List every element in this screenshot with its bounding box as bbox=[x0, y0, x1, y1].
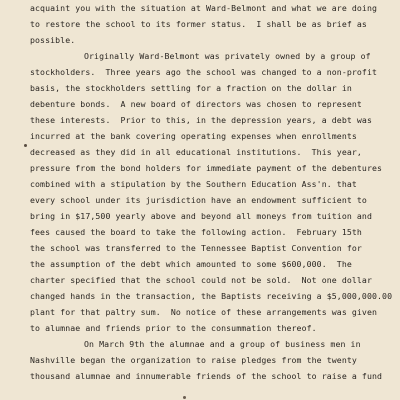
letter-line: thousand alumnae and innumerable friends of the school to raise a fund bbox=[30, 371, 383, 381]
letter-line: the assumption of the debt which amounted to some $600,000. The bbox=[30, 259, 352, 269]
letter-line: pressure from the bond holders for immediate payment of the debentures bbox=[30, 163, 383, 173]
letter-line: every school under its jurisdiction have an endowment sufficient to bbox=[30, 195, 367, 205]
letter-line: On March 9th the alumnae and a group of business men in bbox=[84, 339, 361, 349]
letter-line: charter specified that the school could not be sold. Not one dollar bbox=[30, 275, 372, 285]
letter-line: possible. bbox=[30, 35, 76, 45]
letter-line: bring in $17,500 yearly above and beyond all moneys from tuition and bbox=[30, 211, 372, 221]
letter-line: Originally Ward-Belmont was privately owned by a group of bbox=[84, 51, 371, 61]
letter-line: incurred at the bank covering operating expenses when enrollments bbox=[30, 131, 357, 141]
letter-line: Nashville began the organization to raise pledges from the twenty bbox=[30, 355, 357, 365]
letter-line: stockholders. Three years ago the school was changed to a non-profit bbox=[30, 67, 378, 77]
letter-line: basis, the stockholders settling for a fraction on the dollar in bbox=[30, 83, 352, 93]
letter-line: changed hands in the transaction, the Baptists receiving a $5,000,000.00 bbox=[30, 291, 393, 301]
letter-body bbox=[30, 0, 400, 384]
letter-line: acquaint you with the situation at Ward-Belmont and what we are doing bbox=[30, 3, 378, 13]
letter-line: to restore the school to its former status. I shall be as brief as bbox=[30, 19, 367, 29]
letter-line: these interests. Prior to this, in the depression years, a debt was bbox=[30, 115, 372, 125]
letter-line: plant for that paltry sum. No notice of these arrangements was given bbox=[30, 307, 378, 317]
ink-spot bbox=[183, 396, 186, 399]
letter-line: the school was transferred to the Tennessee Baptist Convention for bbox=[30, 243, 362, 253]
letter-line: debenture bonds. A new board of directors was chosen to represent bbox=[30, 99, 362, 109]
letter-line: fees caused the board to take the following action. February 15th bbox=[30, 227, 362, 237]
letter-line: to alumnae and friends prior to the consummation thereof. bbox=[30, 323, 317, 333]
letter-line: combined with a stipulation by the Southern Education Ass'n. that bbox=[30, 179, 357, 189]
letter-line: decreased as they did in all educational institutions. This year, bbox=[30, 147, 362, 157]
ink-spot bbox=[24, 144, 27, 147]
